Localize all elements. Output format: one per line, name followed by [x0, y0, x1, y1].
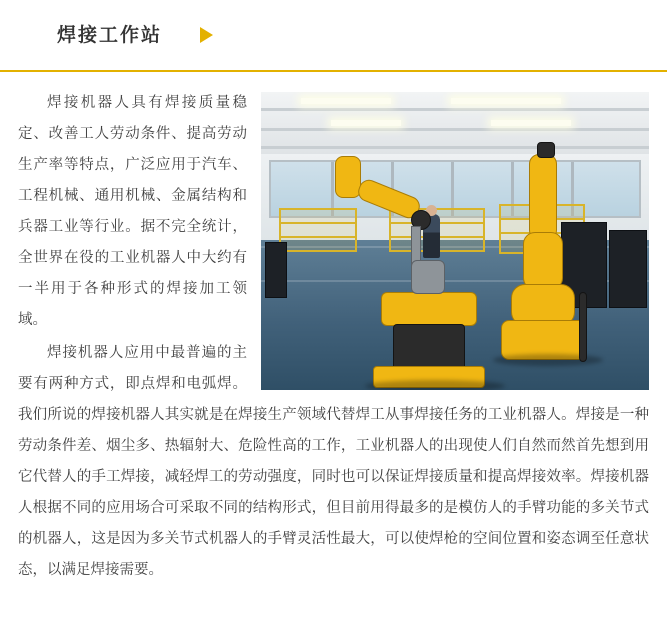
paragraph: 焊接机器人应用中最普遍的主要有两种方式，即点焊和电弧焊。我们所说的焊接机器人其实就是在焊接生产领域代替焊工从事焊接任务的工业机器人。焊接是一种劳动条件差、烟尘多、热辐射大、危险性高的工作，工业机器人的出现使人们自然而然首先想到用它代替人的手工焊接，减轻焊工的劳动强度，同时也可以保证焊接质量和提高焊接效率。焊接机器人根据不同的应用场合可采取不同的结构形式，但目前用得最多的是模仿人的手臂功能的多关节式的机器人，这是因为多关节式机器人的手臂灵活性最大，可以使焊枪的空间位置和姿态调至任意状态，以满足焊接需要。	[18, 345, 649, 578]
photo-ceiling-light	[451, 98, 561, 104]
welding-workstation-photo	[261, 92, 649, 390]
photo-workpiece	[411, 260, 445, 294]
photo-ceiling-light	[301, 98, 391, 104]
photo-safety-fence	[279, 208, 357, 252]
photo-positioner-body	[393, 324, 465, 370]
page-header	[0, 0, 667, 72]
photo-shadow	[365, 380, 505, 390]
photo-control-cabinet	[265, 242, 287, 298]
page-title: 焊接工作站	[57, 24, 163, 46]
paragraph: 焊接机器人具有焊接质量稳定、改善工人劳动条件、提高劳动生产率等特点，广泛应用于汽车、工程机械、通用机械、金属结构和兵器工业等行业。据不完全统计，全世界在役的工业机器人中大约有一半用于各种形式的焊接加工领域。	[18, 95, 247, 328]
triangle-right-icon	[200, 27, 213, 43]
photo-robot-arm-lower	[523, 232, 563, 290]
photo-ceiling-beam	[261, 146, 649, 149]
photo-ceiling-beam	[261, 108, 649, 111]
photo-ceiling-light	[331, 120, 401, 126]
article-body	[0, 72, 667, 588]
photo-control-cabinet	[609, 230, 647, 308]
photo-ceiling-beam	[261, 128, 649, 131]
photo-positioner-table	[381, 292, 477, 326]
photo-cable	[579, 292, 587, 362]
photo-ceiling-light	[491, 120, 571, 126]
photo-robot-arm-upper	[529, 154, 557, 240]
photo-robot-wrist	[537, 142, 555, 158]
